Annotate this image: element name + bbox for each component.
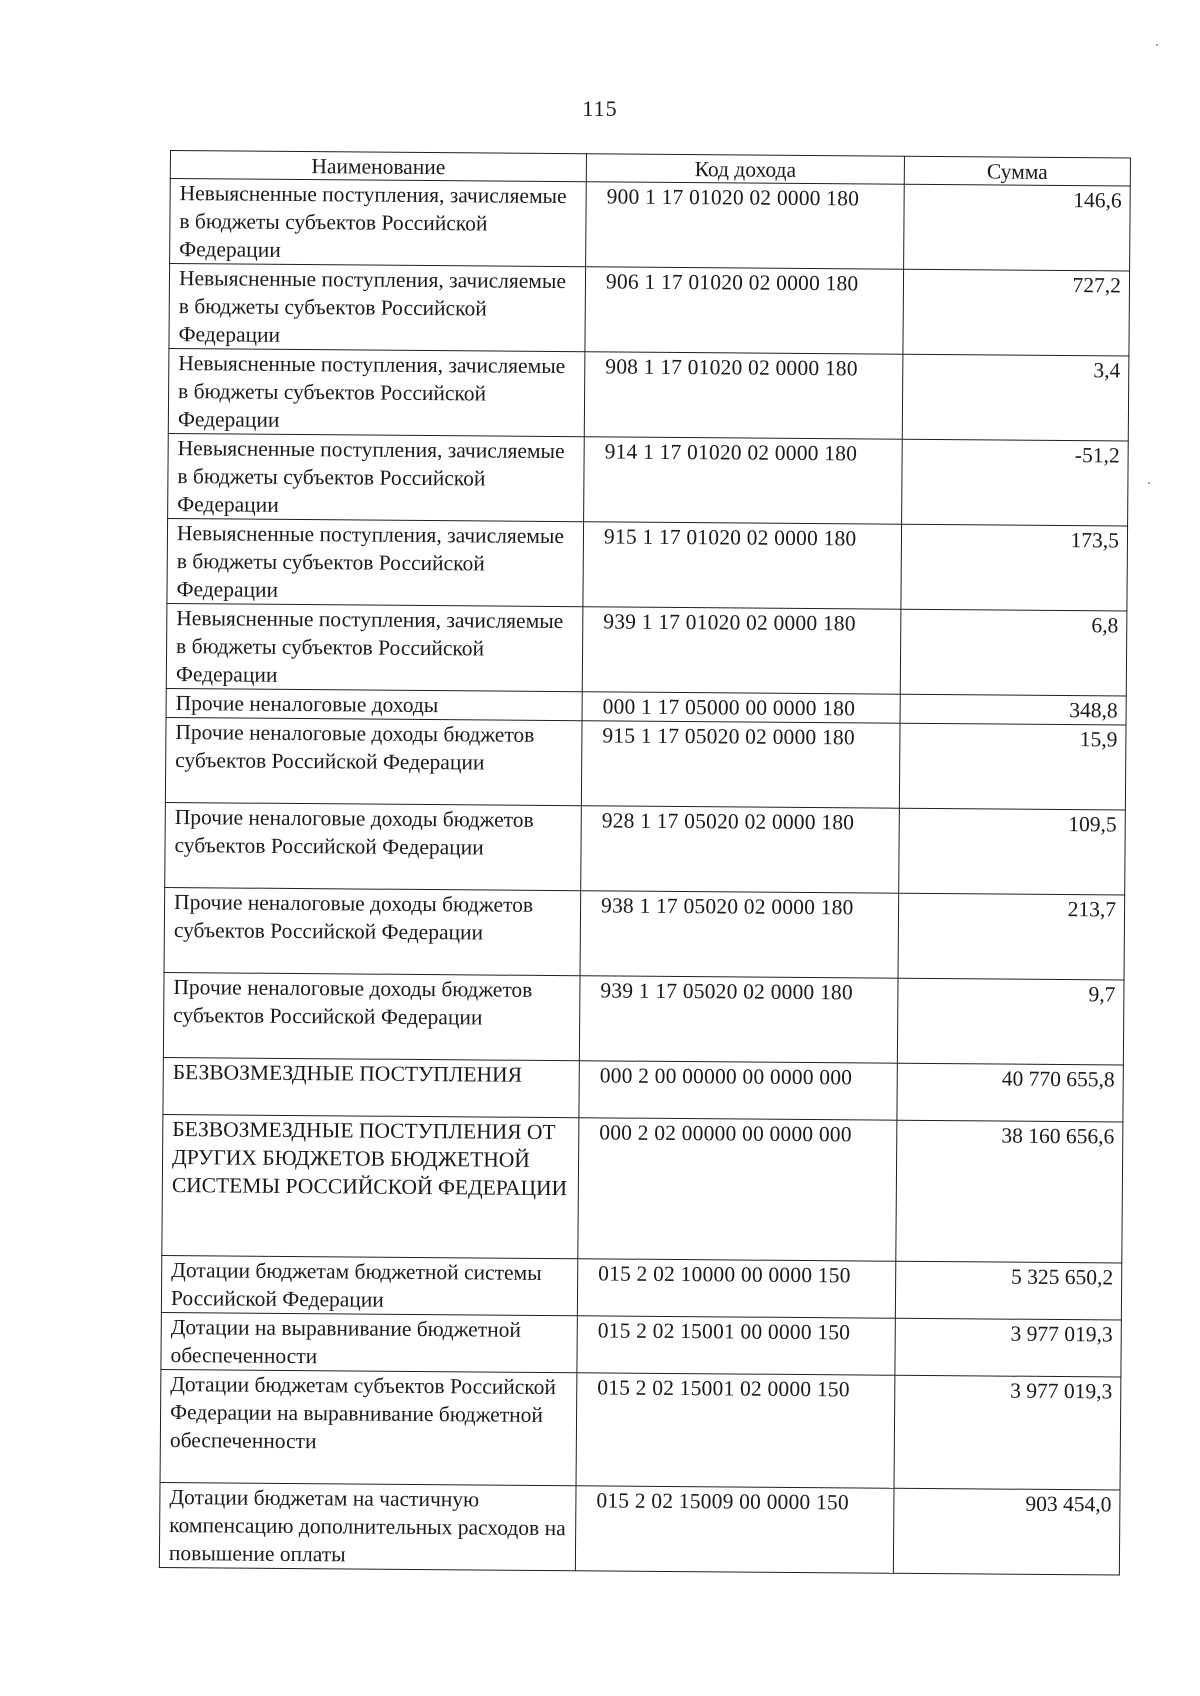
row-name: Прочие неналоговые доходы бюджетов субъектов Российской Федерации [165, 802, 582, 890]
row-code: 908 1 17 01020 02 0000 180 [584, 352, 903, 439]
row-code: 928 1 17 05020 02 0000 180 [581, 806, 900, 893]
row-name: Невыясненные поступления, зачисляемые в бюджеты субъектов Российской Федерации [168, 348, 585, 436]
row-sum: 213,7 [898, 893, 1125, 980]
row-code: 906 1 17 01020 02 0000 180 [585, 267, 904, 354]
revenue-table [159, 150, 1131, 1576]
row-sum: 727,2 [903, 269, 1130, 356]
row-name: Невыясненные поступления, зачисляемые в бюджеты субъектов Российской Федерации [167, 518, 584, 606]
row-name: Невыясненные поступления, зачисляемые в бюджеты субъектов Российской Федерации [170, 179, 587, 267]
table-row [169, 264, 1130, 357]
table-row [161, 1255, 1121, 1320]
row-name: Прочие неналоговые доходы бюджетов субъектов Российской Федерации [163, 972, 580, 1060]
row-name: Дотации бюджетам субъектов Российской Федерации на выравнивание бюджетной обеспеченности [160, 1369, 577, 1485]
row-sum: 3 977 019,3 [895, 1318, 1121, 1377]
row-sum: 6,8 [900, 609, 1127, 696]
row-code: 000 1 17 05000 00 0000 180 [582, 692, 900, 723]
row-sum: 3 977 019,3 [894, 1375, 1121, 1490]
row-code: 939 1 17 01020 02 0000 180 [582, 607, 901, 694]
table-row [162, 1114, 1123, 1263]
row-code: 915 1 17 01020 02 0000 180 [583, 522, 902, 609]
row-code: 015 2 02 15001 02 0000 150 [576, 1373, 895, 1488]
row-code: 915 1 17 05020 02 0000 180 [581, 721, 900, 808]
row-name: БЕЗВОЗМЕЗДНЫЕ ПОСТУПЛЕНИЯ ОТ ДРУГИХ БЮДЖЕТОВ БЮДЖЕТНОЙ СИСТЕМЫ РОССИЙСКОЙ ФЕДЕРАЦИИ [162, 1114, 579, 1258]
row-code: 900 1 17 01020 02 0000 180 [586, 182, 905, 269]
row-sum: 146,6 [904, 184, 1131, 271]
scan-speck [1148, 482, 1150, 484]
row-sum: 173,5 [901, 524, 1128, 611]
table-row [164, 887, 1125, 980]
row-sum: 38 160 656,6 [896, 1120, 1123, 1263]
table-row [163, 1057, 1123, 1122]
row-name: Невыясненные поступления, зачисляемые в бюджеты субъектов Российской Федерации [166, 603, 583, 691]
row-name: Дотации бюджетам на частичную компенсацию дополнительных расходов на повышение оплаты [159, 1482, 576, 1570]
row-code: 015 2 02 10000 00 0000 150 [577, 1259, 895, 1318]
row-sum: 15,9 [899, 723, 1126, 810]
row-name: Дотации бюджетам бюджетной системы Российской Федерации [161, 1255, 577, 1315]
table-row [160, 1369, 1121, 1490]
table-row [168, 348, 1129, 441]
row-name: Дотации на выравнивание бюджетной обеспеченности [161, 1312, 577, 1372]
row-name: Прочие неналоговые доходы бюджетов субъектов Российской Федерации [164, 887, 581, 975]
row-name: БЕЗВОЗМЕЗДНЫЕ ПОСТУПЛЕНИЯ [163, 1057, 579, 1117]
row-sum: 903 454,0 [893, 1488, 1120, 1575]
table-row [163, 972, 1124, 1065]
table-row [166, 603, 1127, 696]
row-sum: 9,7 [897, 978, 1124, 1065]
row-name: Прочие неналоговые доходы бюджетов субъектов Российской Федерации [165, 717, 582, 805]
row-name: Прочие неналоговые доходы [166, 688, 582, 720]
row-code: 015 2 02 15001 00 0000 150 [577, 1316, 895, 1375]
row-sum: -51,2 [902, 439, 1129, 526]
row-code: 938 1 17 05020 02 0000 180 [580, 891, 899, 978]
table-row [159, 1482, 1120, 1575]
scan-speck [1156, 44, 1158, 46]
row-sum: 5 325 650,2 [895, 1261, 1121, 1320]
table-row [168, 433, 1129, 526]
row-code: 000 2 00 00000 00 0000 000 [579, 1061, 897, 1120]
row-name: Невыясненные поступления, зачисляемые в бюджеты субъектов Российской Федерации [169, 264, 586, 352]
header-name: Наименование [170, 151, 586, 182]
page-number: 115 [582, 96, 618, 121]
header-code: Код дохода [586, 154, 904, 184]
row-code: 000 2 02 00000 00 0000 000 [578, 1118, 897, 1261]
table-row [165, 717, 1126, 810]
row-code: 015 2 02 15009 00 0000 150 [575, 1486, 894, 1573]
row-code: 914 1 17 01020 02 0000 180 [584, 437, 903, 524]
table-row [161, 1312, 1121, 1377]
row-sum: 3,4 [902, 354, 1129, 441]
table-row [170, 179, 1131, 272]
table-row [167, 518, 1128, 611]
row-code: 939 1 17 05020 02 0000 180 [579, 976, 898, 1063]
row-sum: 109,5 [899, 808, 1126, 895]
table-row [165, 802, 1126, 895]
row-name: Невыясненные поступления, зачисляемые в бюджеты субъектов Российской Федерации [168, 433, 585, 521]
row-sum: 348,8 [900, 694, 1126, 725]
header-sum: Сумма [904, 156, 1130, 186]
row-sum: 40 770 655,8 [897, 1063, 1123, 1122]
